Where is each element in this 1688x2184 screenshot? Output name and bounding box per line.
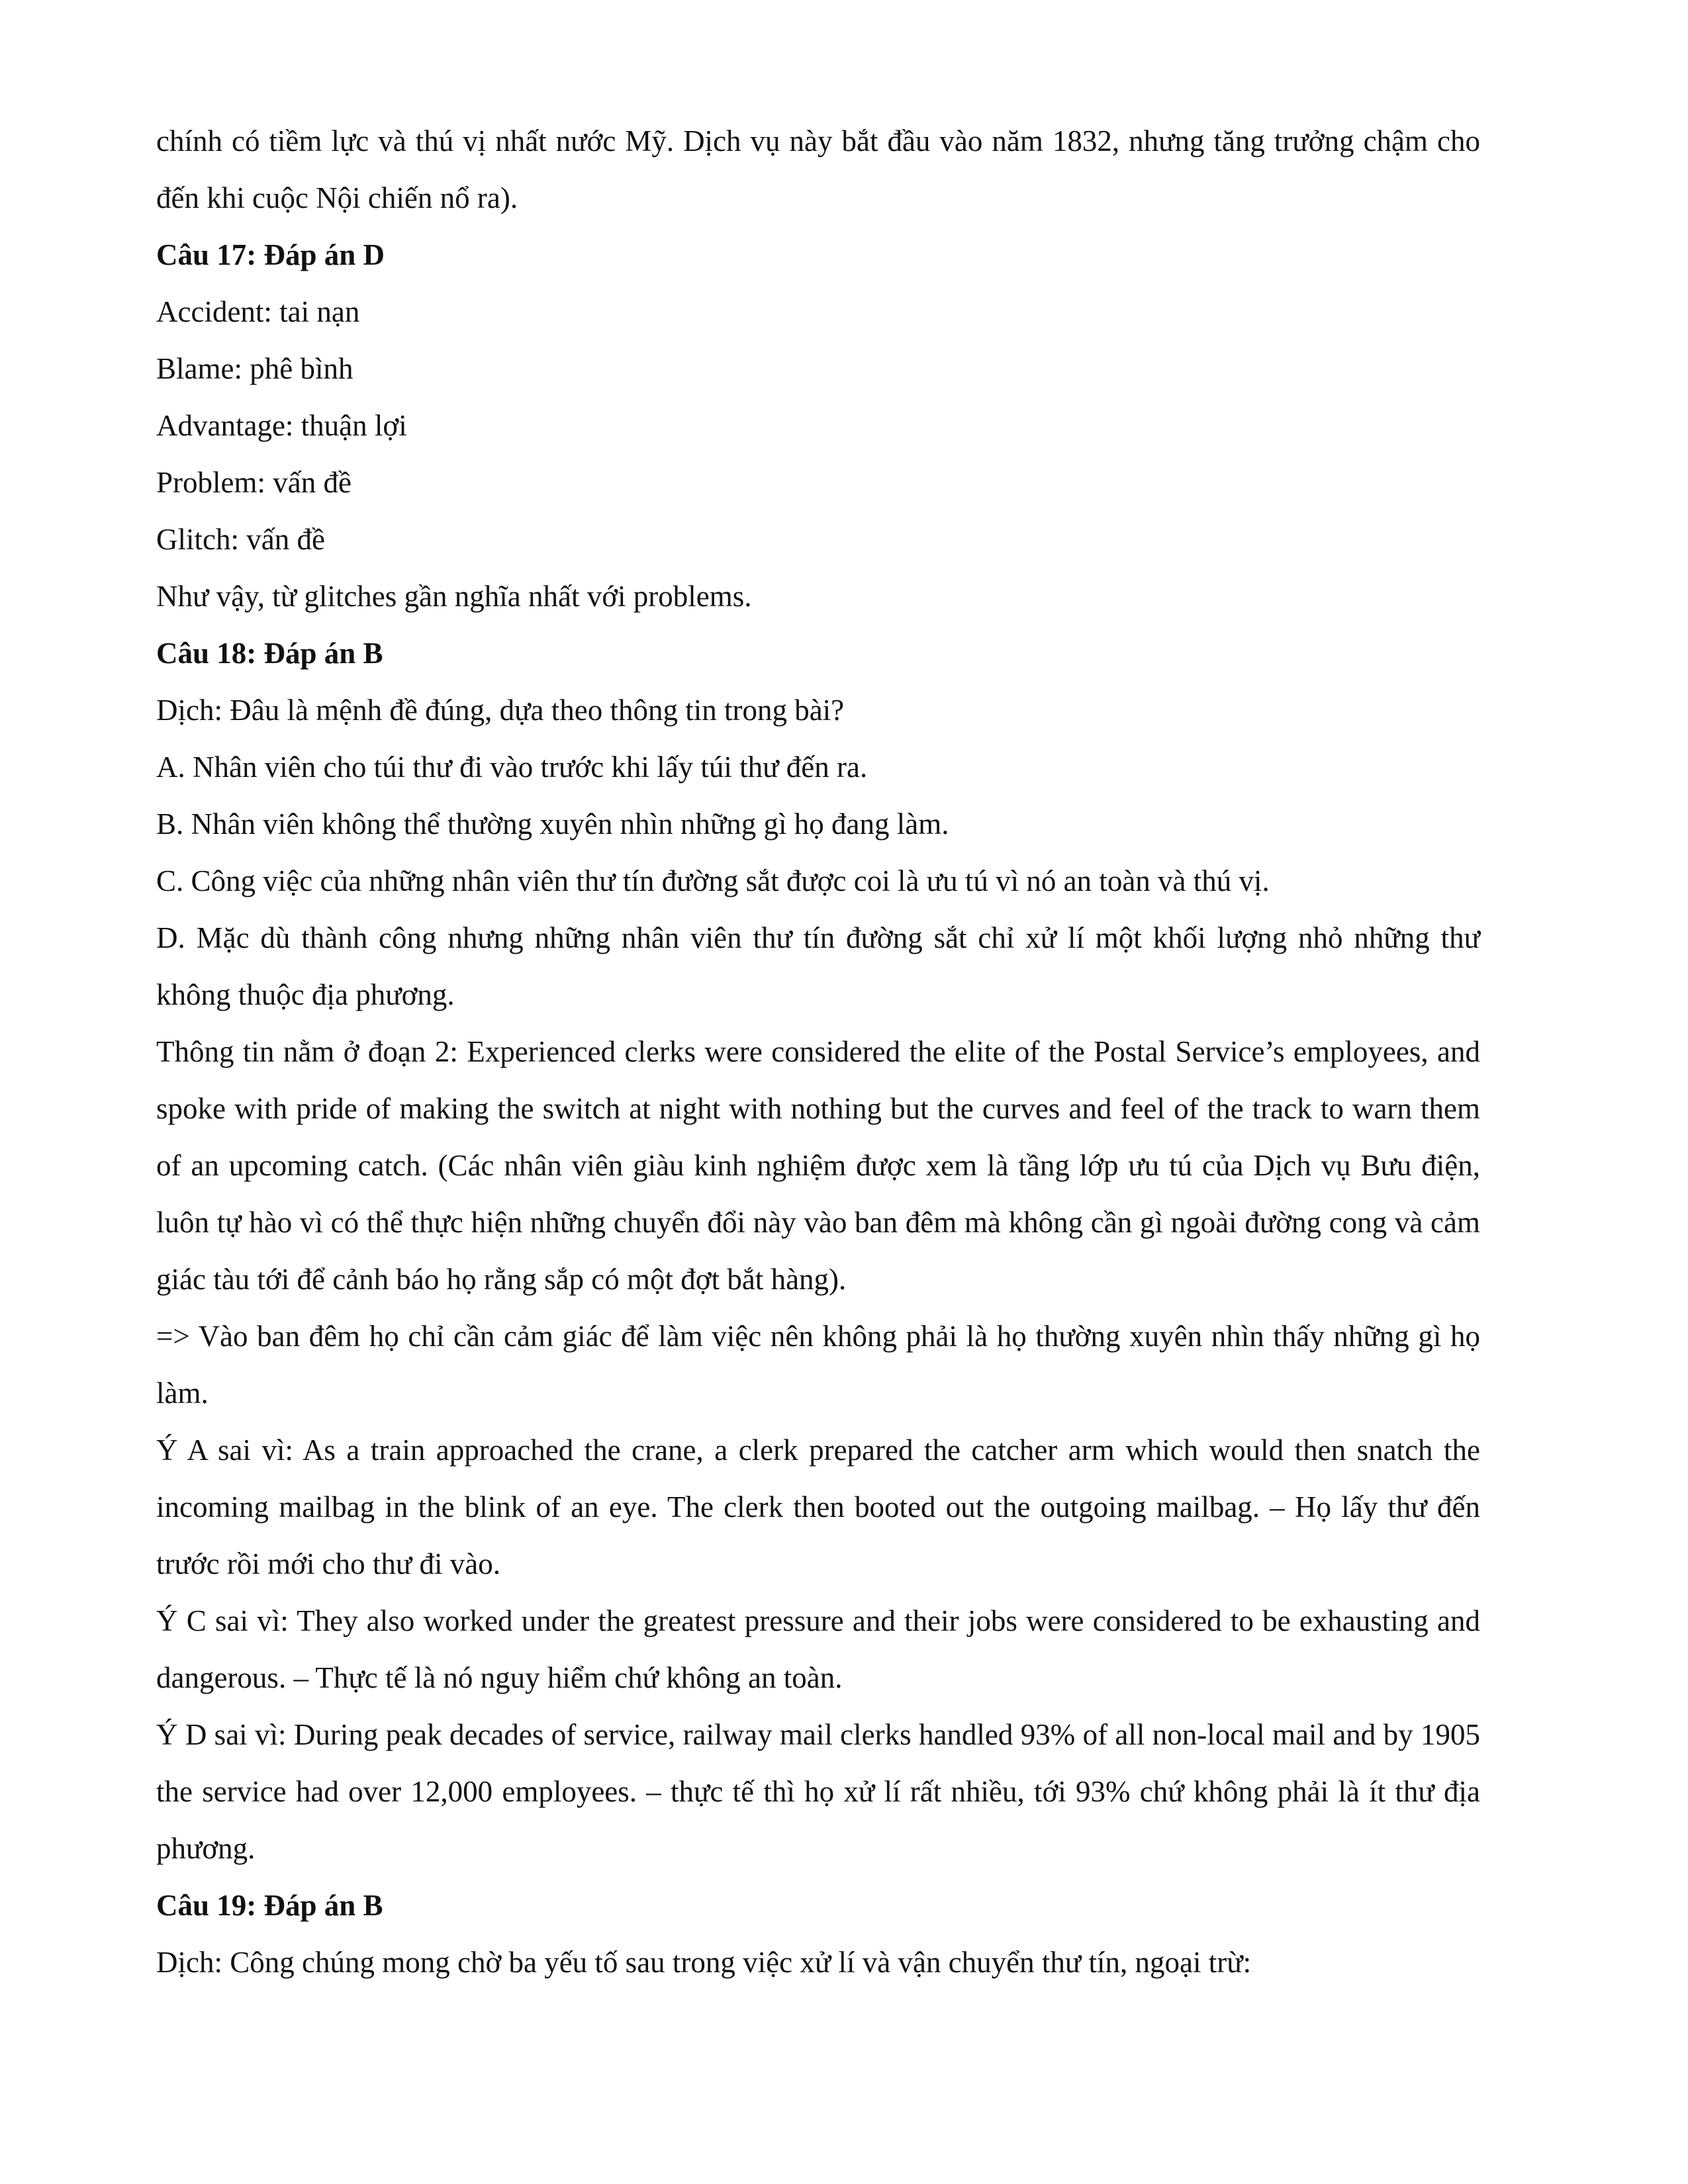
question-18-translation: Dịch: Đâu là mệnh đề đúng, dựa theo thông tin trong bài? — [156, 694, 845, 727]
vocab-line-blame: Blame: phê bình — [156, 352, 353, 385]
question-18-option-d: D. Mặc dù thành công nhưng những nhân viên thư tín đường sắt chỉ xử lí một khối lượng nhỏ những thư không thuộc địa phương. — [156, 921, 1480, 1011]
question-18-wrong-a: Ý A sai vì: As a train approached the crane, a clerk prepared the catcher arm which would then snatch the incoming mailbag in the blink of an eye. The clerk then booted out the outgoing mailbag. – Họ lấy thư đến trước rồi mới cho thư đi vào. — [156, 1433, 1480, 1580]
question-18-wrong-d: Ý D sai vì: During peak decades of service, railway mail clerks handled 93% of all non-local mail and by 1905 the service had over 12,000 employees. – thực tế thì họ xử lí rất nhiều, tới 93% chứ không phải là ít thư địa phương. — [156, 1718, 1480, 1865]
question-18-evidence: Thông tin nằm ở đoạn 2: Experienced clerks were considered the elite of the Postal Service’s employees, and spoke with pride of making the switch at night with nothing but the curves and feel of the track to warn them of an upcoming catch. (Các nhân viên giàu kinh nghiệm được xem là tầng lớp ưu tú của Dịch vụ Bưu điện, luôn tự hào vì có thể thực hiện những chuyển đổi này vào ban đêm mà không cần gì ngoài đường cong và cảm giác tàu tới để cảnh báo họ rằng sắp có một đợt bắt hàng). — [156, 1035, 1480, 1296]
question-18-wrong-c: Ý C sai vì: They also worked under the greatest pressure and their jobs were considered to be exhausting and dangerous. – Thực tế là nó nguy hiểm chứ không an toàn. — [156, 1604, 1480, 1694]
question-18-heading: Câu 18: Đáp án B — [156, 637, 383, 670]
vocab-line-advantage: Advantage: thuận lợi — [156, 409, 407, 442]
question-18-option-b: B. Nhân viên không thể thường xuyên nhìn những gì họ đang làm. — [156, 807, 949, 841]
intro-paragraph: chính có tiềm lực và thú vị nhất nước Mỹ. Dịch vụ này bắt đầu vào năm 1832, nhưng tăng trưởng chậm cho đến khi cuộc Nội chiến nổ ra). — [156, 124, 1480, 214]
question-18-option-c: C. Công việc của những nhân viên thư tín đường sắt được coi là ưu tú vì nó an toàn và thú vị. — [156, 864, 1270, 897]
question-17-heading: Câu 17: Đáp án D — [156, 238, 385, 271]
question-18-conclusion: => Vào ban đêm họ chỉ cần cảm giác để làm việc nên không phải là họ thường xuyên nhìn thấy những gì họ làm. — [156, 1320, 1480, 1410]
question-19-heading: Câu 19: Đáp án B — [156, 1889, 383, 1922]
question-18-option-a: A. Nhân viên cho túi thư đi vào trước khi lấy túi thư đến ra. — [156, 751, 868, 784]
question-19-translation: Dịch: Công chúng mong chờ ba yếu tố sau trong việc xử lí và vận chuyển thư tín, ngoại trừ: — [156, 1946, 1252, 1979]
vocab-line-problem: Problem: vấn đề — [156, 466, 352, 499]
vocab-line-glitch: Glitch: vấn đề — [156, 523, 325, 556]
question-17-conclusion: Như vậy, từ glitches gần nghĩa nhất với problems. — [156, 580, 752, 613]
vocab-line-accident: Accident: tai nạn — [156, 295, 360, 328]
document-body — [156, 113, 1480, 1991]
